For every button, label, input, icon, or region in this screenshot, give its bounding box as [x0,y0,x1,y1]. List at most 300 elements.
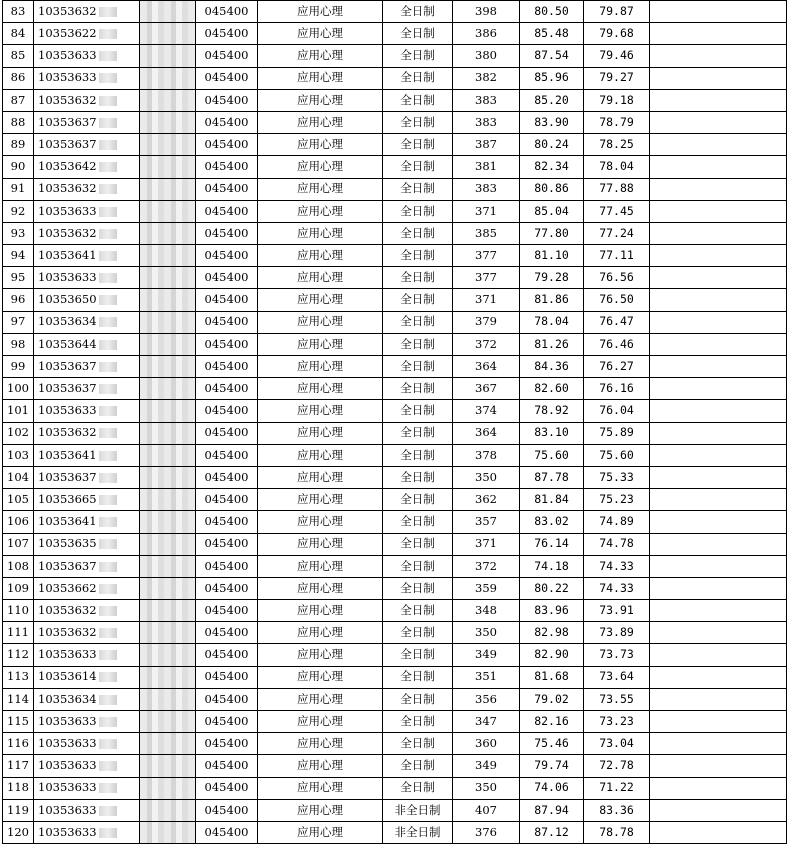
interview-score-cell: 87.12 [520,821,584,843]
candidate-id-text: 10353641 [38,514,97,529]
initial-score-cell: 360 [453,733,520,755]
row-number-cell: 94 [3,245,34,267]
total-score-cell: 77.45 [584,200,650,222]
redacted-name [140,289,195,310]
study-mode-cell: 全日制 [383,200,453,222]
row-number-cell: 101 [3,400,34,422]
candidate-name-cell [140,67,196,89]
candidate-id-cell [34,622,140,644]
row-number-cell: 112 [3,644,34,666]
remarks-cell [650,600,787,622]
major-code-cell: 045400 [196,489,258,511]
total-score-cell: 76.16 [584,378,650,400]
table-row [3,644,787,666]
redacted-id-suffix [99,362,117,372]
interview-score-cell: 82.16 [520,711,584,733]
remarks-cell [650,178,787,200]
candidate-name-cell [140,622,196,644]
major-code-cell: 045400 [196,400,258,422]
major-code-cell: 045400 [196,245,258,267]
initial-score-cell: 381 [453,156,520,178]
remarks-cell [650,356,787,378]
redacted-id-suffix [99,739,117,749]
initial-score-cell: 348 [453,600,520,622]
candidate-id-text: 10353633 [38,403,97,418]
major-name-cell: 应用心理 [258,777,383,799]
total-score-cell: 78.25 [584,134,650,156]
candidate-name-cell [140,400,196,422]
candidate-id-cell [34,821,140,843]
total-score-cell: 75.60 [584,444,650,466]
candidate-id-text: 10353633 [38,736,97,751]
interview-score-cell: 81.10 [520,245,584,267]
row-number-cell: 115 [3,711,34,733]
major-code-cell: 045400 [196,356,258,378]
candidate-id-text: 10353632 [38,625,97,640]
candidate-id-cell [34,23,140,45]
study-mode-cell: 全日制 [383,67,453,89]
candidate-name-cell [140,89,196,111]
redacted-id-suffix [99,695,117,705]
candidate-id-text: 10353633 [38,802,97,817]
row-number-cell: 91 [3,178,34,200]
major-name-cell: 应用心理 [258,134,383,156]
interview-score-cell: 83.02 [520,511,584,533]
candidate-name-cell [140,444,196,466]
interview-score-cell: 81.26 [520,333,584,355]
candidate-id-cell [34,511,140,533]
interview-score-cell: 83.90 [520,111,584,133]
study-mode-cell: 全日制 [383,267,453,289]
candidate-id-cell [34,422,140,444]
initial-score-cell: 387 [453,134,520,156]
row-number-cell: 84 [3,23,34,45]
redacted-name [140,356,195,377]
major-code-cell: 045400 [196,289,258,311]
candidate-id-text: 10353633 [38,48,97,63]
redacted-name [140,312,195,333]
major-name-cell: 应用心理 [258,222,383,244]
redacted-name [140,1,195,22]
redacted-id-suffix [99,251,117,261]
redacted-id-suffix [99,495,117,505]
row-number-cell: 103 [3,444,34,466]
total-score-cell: 74.78 [584,533,650,555]
table-row [3,821,787,843]
major-code-cell: 045400 [196,711,258,733]
row-number-cell: 111 [3,622,34,644]
candidate-id-text: 10353637 [38,114,97,129]
total-score-cell: 79.68 [584,23,650,45]
initial-score-cell: 350 [453,777,520,799]
major-code-cell: 045400 [196,222,258,244]
initial-score-cell: 357 [453,511,520,533]
candidate-id-text: 10353633 [38,270,97,285]
major-code-cell: 045400 [196,45,258,67]
candidate-id-text: 10353637 [38,469,97,484]
remarks-cell [650,222,787,244]
interview-score-cell: 75.46 [520,733,584,755]
redacted-id-suffix [99,29,117,39]
redacted-name [140,223,195,244]
remarks-cell [650,666,787,688]
remarks-cell [650,111,787,133]
candidate-name-cell [140,755,196,777]
interview-score-cell: 85.48 [520,23,584,45]
major-code-cell: 045400 [196,821,258,843]
redacted-id-suffix [99,162,117,172]
candidate-name-cell [140,111,196,133]
major-name-cell: 应用心理 [258,666,383,688]
study-mode-cell: 全日制 [383,178,453,200]
study-mode-cell: 全日制 [383,23,453,45]
total-score-cell: 72.78 [584,755,650,777]
row-number-cell: 93 [3,222,34,244]
remarks-cell [650,511,787,533]
initial-score-cell: 372 [453,333,520,355]
total-score-cell: 73.64 [584,666,650,688]
study-mode-cell: 全日制 [383,755,453,777]
total-score-cell: 73.91 [584,600,650,622]
major-code-cell: 045400 [196,777,258,799]
interview-score-cell: 81.86 [520,289,584,311]
table-row [3,1,787,23]
major-name-cell: 应用心理 [258,289,383,311]
redacted-id-suffix [99,562,117,572]
remarks-cell [650,711,787,733]
major-name-cell: 应用心理 [258,311,383,333]
study-mode-cell: 全日制 [383,711,453,733]
table-body [3,1,787,844]
candidate-id-text: 10353635 [38,536,97,551]
major-name-cell: 应用心理 [258,23,383,45]
candidate-id-cell [34,533,140,555]
redacted-id-suffix [99,184,117,194]
candidate-id-text: 10353634 [38,691,97,706]
candidate-id-cell [34,755,140,777]
candidate-id-cell [34,222,140,244]
study-mode-cell: 全日制 [383,222,453,244]
remarks-cell [650,67,787,89]
table-row [3,466,787,488]
candidate-name-cell [140,1,196,23]
candidate-id-text: 10353632 [38,602,97,617]
major-name-cell: 应用心理 [258,200,383,222]
total-score-cell: 73.89 [584,622,650,644]
remarks-cell [650,821,787,843]
candidate-name-cell [140,222,196,244]
major-code-cell: 045400 [196,23,258,45]
row-number-cell: 116 [3,733,34,755]
total-score-cell: 79.87 [584,1,650,23]
study-mode-cell: 全日制 [383,600,453,622]
initial-score-cell: 386 [453,23,520,45]
row-number-cell: 83 [3,1,34,23]
candidate-name-cell [140,644,196,666]
interview-score-cell: 87.54 [520,45,584,67]
major-name-cell: 应用心理 [258,245,383,267]
initial-score-cell: 349 [453,644,520,666]
study-mode-cell: 全日制 [383,245,453,267]
initial-score-cell: 377 [453,245,520,267]
major-name-cell: 应用心理 [258,89,383,111]
candidate-id-text: 10353632 [38,3,97,18]
table-row [3,378,787,400]
candidate-id-cell [34,688,140,710]
row-number-cell: 108 [3,555,34,577]
redacted-name [140,423,195,444]
candidate-id-text: 10353632 [38,225,97,240]
study-mode-cell: 全日制 [383,289,453,311]
initial-score-cell: 367 [453,378,520,400]
redacted-id-suffix [99,783,117,793]
remarks-cell [650,777,787,799]
candidate-name-cell [140,23,196,45]
redacted-name [140,689,195,710]
major-code-cell: 045400 [196,89,258,111]
study-mode-cell: 全日制 [383,533,453,555]
candidate-id-cell [34,45,140,67]
remarks-cell [650,200,787,222]
candidate-id-cell [34,89,140,111]
major-name-cell: 应用心理 [258,555,383,577]
redacted-name [140,622,195,643]
redacted-id-suffix [99,317,117,327]
major-name-cell: 应用心理 [258,45,383,67]
major-code-cell: 045400 [196,333,258,355]
total-score-cell: 74.33 [584,555,650,577]
candidate-id-text: 10353632 [38,425,97,440]
remarks-cell [650,134,787,156]
major-code-cell: 045400 [196,622,258,644]
study-mode-cell: 全日制 [383,1,453,23]
redacted-id-suffix [99,73,117,83]
candidate-name-cell [140,511,196,533]
total-score-cell: 75.33 [584,466,650,488]
study-mode-cell: 全日制 [383,111,453,133]
redacted-name [140,378,195,399]
redacted-name [140,822,195,843]
interview-score-cell: 85.04 [520,200,584,222]
interview-score-cell: 78.92 [520,400,584,422]
candidate-id-text: 10353622 [38,26,97,41]
remarks-cell [650,1,787,23]
remarks-cell [650,799,787,821]
total-score-cell: 74.33 [584,577,650,599]
initial-score-cell: 378 [453,444,520,466]
candidate-id-text: 10353633 [38,203,97,218]
major-code-cell: 045400 [196,644,258,666]
major-code-cell: 045400 [196,533,258,555]
redacted-name [140,156,195,177]
total-score-cell: 79.18 [584,89,650,111]
table-row [3,777,787,799]
table-row [3,688,787,710]
study-mode-cell: 全日制 [383,444,453,466]
total-score-cell: 75.89 [584,422,650,444]
redacted-id-suffix [99,650,117,660]
remarks-cell [650,688,787,710]
candidate-name-cell [140,134,196,156]
redacted-name [140,112,195,133]
row-number-cell: 118 [3,777,34,799]
table-row [3,156,787,178]
redacted-id-suffix [99,384,117,394]
redacted-id-suffix [99,584,117,594]
redacted-name [140,556,195,577]
initial-score-cell: 371 [453,533,520,555]
candidate-id-text: 10353632 [38,181,97,196]
remarks-cell [650,45,787,67]
candidate-name-cell [140,378,196,400]
study-mode-cell: 全日制 [383,400,453,422]
candidate-id-text: 10353665 [38,491,97,506]
redacted-name [140,245,195,266]
table-row [3,711,787,733]
remarks-cell [650,489,787,511]
candidate-id-cell [34,644,140,666]
candidate-id-text: 10353641 [38,247,97,262]
row-number-cell: 89 [3,134,34,156]
redacted-id-suffix [99,207,117,217]
major-name-cell: 应用心理 [258,688,383,710]
total-score-cell: 76.04 [584,400,650,422]
candidate-name-cell [140,356,196,378]
redacted-id-suffix [99,539,117,549]
total-score-cell: 74.89 [584,511,650,533]
row-number-cell: 97 [3,311,34,333]
table-row [3,111,787,133]
candidate-name-cell [140,267,196,289]
study-mode-cell: 全日制 [383,666,453,688]
major-name-cell: 应用心理 [258,422,383,444]
row-number-cell: 90 [3,156,34,178]
redacted-name [140,778,195,799]
redacted-id-suffix [99,717,117,727]
candidate-id-text: 10353637 [38,136,97,151]
row-number-cell: 114 [3,688,34,710]
initial-score-cell: 364 [453,356,520,378]
table-row [3,134,787,156]
major-name-cell: 应用心理 [258,821,383,843]
interview-score-cell: 82.90 [520,644,584,666]
redacted-name [140,445,195,466]
table-row [3,89,787,111]
candidate-id-text: 10353633 [38,70,97,85]
total-score-cell: 73.55 [584,688,650,710]
major-name-cell: 应用心理 [258,333,383,355]
redacted-id-suffix [99,517,117,527]
table-row [3,422,787,444]
total-score-cell: 77.24 [584,222,650,244]
candidate-id-cell [34,134,140,156]
interview-score-cell: 74.18 [520,555,584,577]
redacted-name [140,334,195,355]
initial-score-cell: 383 [453,178,520,200]
redacted-name [140,201,195,222]
total-score-cell: 78.04 [584,156,650,178]
redacted-name [140,489,195,510]
initial-score-cell: 376 [453,821,520,843]
initial-score-cell: 377 [453,267,520,289]
row-number-cell: 87 [3,89,34,111]
row-number-cell: 105 [3,489,34,511]
major-name-cell: 应用心理 [258,356,383,378]
candidate-id-text: 10353632 [38,92,97,107]
study-mode-cell: 全日制 [383,733,453,755]
candidate-id-text: 10353614 [38,669,97,684]
initial-score-cell: 379 [453,311,520,333]
major-name-cell: 应用心理 [258,733,383,755]
table-row [3,511,787,533]
table-row [3,733,787,755]
remarks-cell [650,267,787,289]
candidate-id-cell [34,555,140,577]
initial-score-cell: 380 [453,45,520,67]
redacted-id-suffix [99,828,117,838]
redacted-id-suffix [99,273,117,283]
candidate-id-cell [34,711,140,733]
redacted-name [140,68,195,89]
candidate-id-cell [34,289,140,311]
candidate-id-text: 10353633 [38,824,97,839]
candidate-name-cell [140,533,196,555]
major-name-cell: 应用心理 [258,178,383,200]
interview-score-cell: 76.14 [520,533,584,555]
candidate-id-text: 10353650 [38,292,97,307]
redacted-name [140,400,195,421]
interview-score-cell: 83.10 [520,422,584,444]
redacted-name [140,511,195,532]
candidate-id-cell [34,489,140,511]
redacted-name [140,600,195,621]
remarks-cell [650,289,787,311]
interview-score-cell: 82.34 [520,156,584,178]
remarks-cell [650,755,787,777]
candidate-id-text: 10353637 [38,358,97,373]
remarks-cell [650,89,787,111]
candidate-id-cell [34,600,140,622]
table-row [3,45,787,67]
candidate-id-cell [34,311,140,333]
major-code-cell: 045400 [196,422,258,444]
interview-score-cell: 80.50 [520,1,584,23]
row-number-cell: 86 [3,67,34,89]
major-code-cell: 045400 [196,178,258,200]
redacted-name [140,267,195,288]
major-code-cell: 045400 [196,111,258,133]
total-score-cell: 79.46 [584,45,650,67]
candidate-id-cell [34,1,140,23]
initial-score-cell: 385 [453,222,520,244]
redacted-id-suffix [99,118,117,128]
row-number-cell: 92 [3,200,34,222]
table-row [3,799,787,821]
candidate-name-cell [140,711,196,733]
table-row [3,577,787,599]
total-score-cell: 75.23 [584,489,650,511]
candidate-id-text: 10353633 [38,713,97,728]
redacted-name [140,45,195,66]
major-name-cell: 应用心理 [258,711,383,733]
interview-score-cell: 79.02 [520,688,584,710]
redacted-id-suffix [99,672,117,682]
initial-score-cell: 374 [453,400,520,422]
redacted-id-suffix [99,606,117,616]
study-mode-cell: 全日制 [383,777,453,799]
major-code-cell: 045400 [196,200,258,222]
major-code-cell: 045400 [196,755,258,777]
